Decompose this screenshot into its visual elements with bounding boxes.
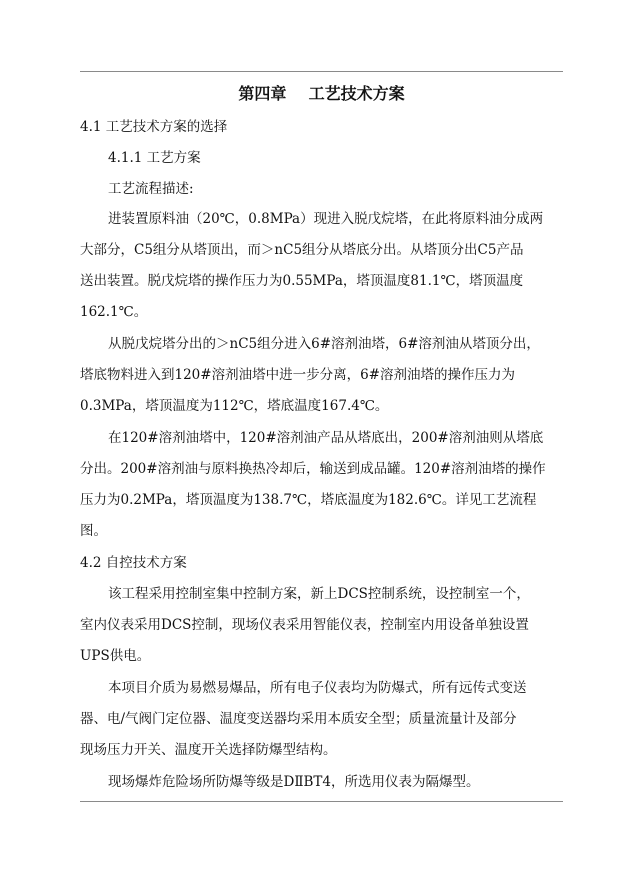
section-heading-4-1: 4.1 工艺技术方案的选择 — [80, 119, 228, 135]
text-line: 进装置原料油（20℃，0.8MPa）现进入脱戊烷塔，在此将原料油分成两 — [108, 211, 544, 227]
text-line: 大部分，C5组分从塔顶出，而＞nC5组分从塔底分出。从塔顶分出C5产品 — [80, 242, 524, 258]
text-line: 送出装置。脱戊烷塔的操作压力为0.55MPa，塔顶温度81.1℃，塔顶温度 — [80, 273, 524, 289]
header-rule — [80, 71, 563, 72]
flow-description-label: 工艺流程描述: — [108, 181, 194, 197]
text-line: 现场爆炸危险场所防爆等级是DⅡBT4，所选用仪表为隔爆型。 — [108, 774, 480, 790]
text-line: 图。 — [80, 523, 107, 539]
chapter-title: 第四章 工艺技术方案 — [238, 84, 405, 103]
text-line: 现场压力开关、温度开关选择防爆型结构。 — [80, 742, 337, 758]
section-heading-4-2: 4.2 自控技术方案 — [80, 555, 187, 571]
text-line: 在120#溶剂油塔中，120#溶剂油产品从塔底出，200#溶剂油则从塔底 — [108, 430, 544, 446]
text-line: 室内仪表采用DCS控制，现场仪表采用智能仪表，控制室内用设备单独设置 — [80, 617, 529, 633]
text-line: 该工程采用控制室集中控制方案，新上DCS控制系统，设控制室一个， — [108, 586, 530, 602]
subsection-heading-4-1-1: 4.1.1 工艺方案 — [108, 150, 201, 166]
text-line: UPS供电。 — [80, 648, 151, 664]
text-line: 分出。200#溶剂油与原料换热冷却后，输送到成品罐。120#溶剂油塔的操作 — [80, 461, 546, 477]
text-line: 从脱戊烷塔分出的＞nC5组分进入6#溶剂油塔，6#溶剂油从塔顶分出， — [108, 336, 540, 352]
text-line: 塔底物料进入到120#溶剂油塔中进一步分离，6#溶剂油塔的操作压力为 — [80, 367, 515, 383]
text-line: 162.1℃。 — [80, 304, 148, 320]
text-line: 压力为0.2MPa，塔顶温度为138.7℃，塔底温度为182.6℃。详见工艺流程 — [80, 492, 537, 508]
text-line: 器、电/气阀门定位器、温度变送器均采用本质安全型；质量流量计及部分 — [80, 711, 517, 727]
text-line: 本项目介质为易燃易爆品，所有电子仪表均为防爆式，所有远传式变送 — [108, 680, 527, 696]
text-line: 0.3MPa，塔顶温度为112℃，塔底温度167.4℃。 — [80, 398, 389, 414]
footer-rule — [80, 801, 563, 802]
